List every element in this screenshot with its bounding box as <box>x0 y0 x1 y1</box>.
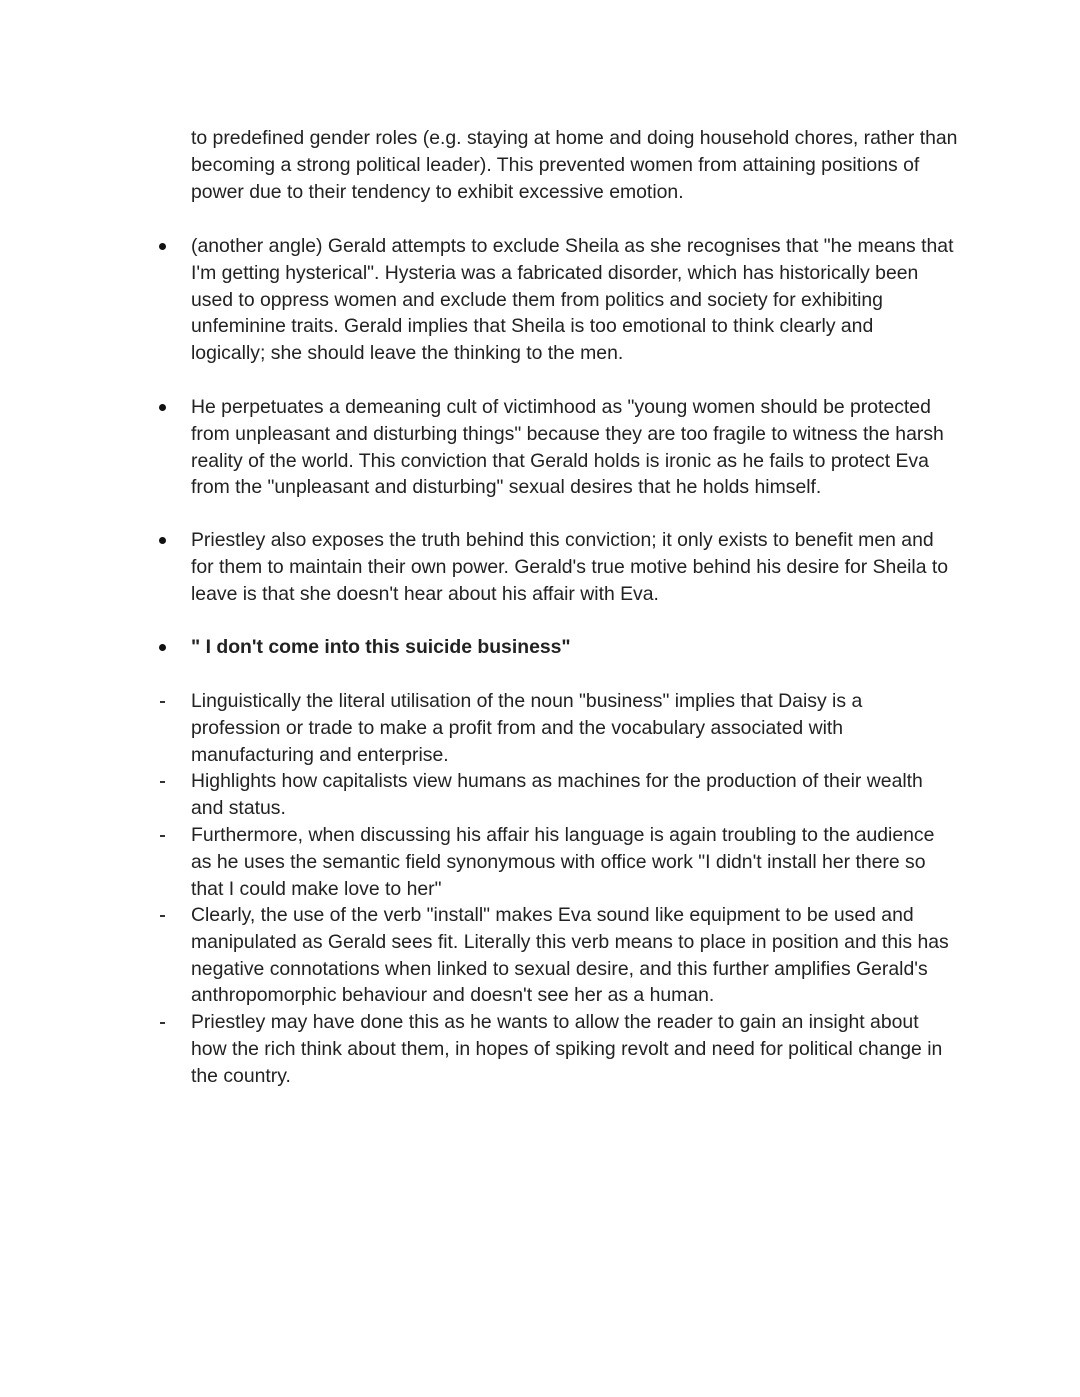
text-line: logically; she should leave the thinking to the men. <box>191 342 624 365</box>
quote-heading <box>191 634 961 661</box>
bullet-paragraph <box>191 527 961 607</box>
bullet-marker <box>150 233 174 260</box>
dash-marker <box>150 1009 174 1036</box>
text-line: leave is that she doesn't hear about his affair with Eva. <box>191 582 659 605</box>
bullet-paragraph <box>191 394 961 501</box>
text-line: Clearly, the use of the verb "install" makes Eva sound like equipment to be used and <box>191 904 914 926</box>
text-line: anthropomorphic behaviour and doesn't see her as a human. <box>191 984 715 1007</box>
bullet-marker <box>150 634 174 661</box>
text-line: profession or trade to make a profit from and the vocabulary associated with <box>191 716 844 739</box>
text-line: power due to their tendency to exhibit excessive emotion. <box>191 180 684 203</box>
text-line: Priestley also exposes the truth behind this conviction; it only exists to benefit men and <box>191 529 934 551</box>
bullet-paragraph <box>191 233 961 367</box>
text-line: He perpetuates a demeaning cult of victimhood as "young women should be protected <box>191 396 931 418</box>
text-line: Highlights how capitalists view humans as machines for the production of their wealth <box>191 770 923 792</box>
text-line: reality of the world. This conviction that Gerald holds is ironic as he fails to protect Eva <box>191 449 929 472</box>
text-line: and status. <box>191 796 286 819</box>
text-line: Furthermore, when discussing his affair his language is again troubling to the audience <box>191 824 935 846</box>
bullet-marker <box>150 527 174 554</box>
dash-paragraph <box>191 902 961 1009</box>
text-line: I'm getting hysterical". Hysteria was a fabricated disorder, which has historically been <box>191 261 919 284</box>
dash-marker <box>150 822 174 849</box>
text-line: as he uses the semantic field synonymous with office work "I didn't install her there so <box>191 850 926 873</box>
text-line: that I could make love to her" <box>191 877 442 900</box>
dash-paragraph <box>191 688 961 768</box>
text-line: manufacturing and enterprise. <box>191 743 449 766</box>
text-line: " I don't come into this suicide business" <box>191 636 571 658</box>
dash-marker <box>150 902 174 929</box>
text-line: from unpleasant and disturbing things" because they are too fragile to witness the harsh <box>191 422 944 445</box>
text-line: from the "unpleasant and disturbing" sexual desires that he holds himself. <box>191 476 822 499</box>
dash-paragraph <box>191 822 961 902</box>
intro-paragraph <box>191 125 961 205</box>
dash-marker <box>150 768 174 795</box>
text-line: Priestley may have done this as he wants to allow the reader to gain an insight about <box>191 1011 919 1033</box>
text-line: unfeminine traits. Gerald implies that Sheila is too emotional to think clearly and <box>191 315 874 338</box>
text-line: for them to maintain their own power. Gerald's true motive behind his desire for Sheila to <box>191 555 949 578</box>
text-line: negative connotations when linked to sexual desire, and this further amplifies Gerald's <box>191 957 928 980</box>
dash-paragraph <box>191 1009 961 1089</box>
text-line: (another angle) Gerald attempts to exclude Sheila as she recognises that "he means that <box>191 235 954 257</box>
text-line: manipulated as Gerald sees fit. Literally this verb means to place in position and this has <box>191 930 949 953</box>
dash-marker <box>150 688 174 715</box>
dash-paragraph <box>191 768 961 822</box>
text-line: Linguistically the literal utilisation of the noun "business" implies that Daisy is a <box>191 690 863 712</box>
text-line: the country. <box>191 1064 291 1087</box>
text-line: becoming a strong political leader). This prevented women from attaining positions of <box>191 153 920 176</box>
bullet-marker <box>150 394 174 421</box>
text-line: used to oppress women and exclude them from politics and society for exhibiting <box>191 288 883 311</box>
text-line: to predefined gender roles (e.g. staying at home and doing household chores, rather than <box>191 127 958 149</box>
text-line: how the rich think about them, in hopes of spiking revolt and need for political change in <box>191 1037 943 1060</box>
